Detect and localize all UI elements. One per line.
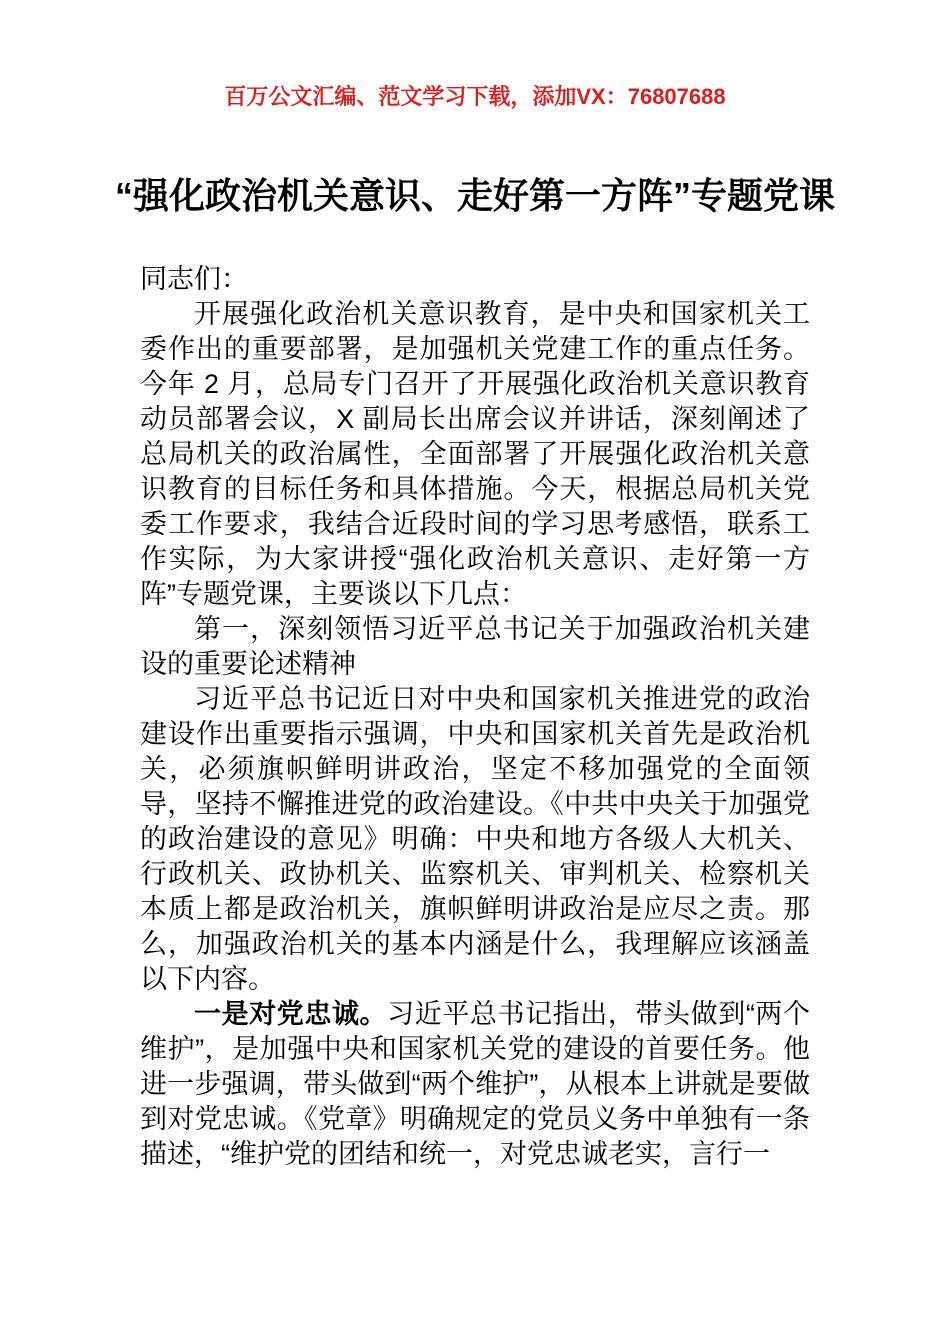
bold-text-run: 一是对党忠诚。 [194, 999, 388, 1029]
para-section-heading-1 [140, 612, 810, 682]
promo-header-text: 百万公文汇编、范文学习下载，添加VX：76807688 [224, 84, 726, 109]
text-run: 第一，深刻领悟习近平总书记关于加强政治机关建设的重要论述精神 [140, 614, 810, 679]
paragraph-container [140, 297, 810, 1172]
document-title: “强化政治机关意识、走好第一方阵”专题党课 [115, 175, 836, 216]
text-run: 习近平总书记指出，带头做到“两个维护”，是加强中央和国家机关党的建设的首要任务。他进一步强调，带头做到“两个维护”，从根本上讲就是要做到对党忠诚。《党章》明确规定的党员义务中单独有一条描述，“维护党的团结和统一，对党忠诚老实，言行一 [140, 999, 810, 1169]
para-point-1 [140, 997, 810, 1172]
document-body [140, 262, 810, 1172]
greeting-line: 同志们： [140, 264, 248, 294]
para-intro [140, 297, 810, 612]
para-section-body-1 [140, 682, 810, 997]
text-run: 开展强化政治机关意识教育，是中央和国家机关工委作出的重要部署，是加强机关党建工作的重点任务。今年 2 月，总局专门召开了开展强化政治机关意识教育动员部署会议，X 副局长出席会议并讲话，深刻阐述了总局机关的政治属性，全面部署了开展强化政治机关意识教育的目标任务和具体措施。今天，根据总局机关党委工作要求，我结合近段时间的学习思考感悟，联系工作实际，为大家讲授“强化政治机关意识、走好第一方阵”专题党课，主要谈以下几点： [140, 299, 810, 609]
text-run: 习近平总书记近日对中央和国家机关推进党的政治建设作出重要指示强调，中央和国家机关首先是政治机关，必须旗帜鲜明讲政治，坚定不移加强党的全面领导，坚持不懈推进党的政治建设。《中共中央关于加强党的政治建设的意见》明确：中央和地方各级人大机关、行政机关、政协机关、监察机关、审判机关、检察机关本质上都是政治机关，旗帜鲜明讲政治是应尽之责。那么，加强政治机关的基本内涵是什么，我理解应该涵盖以下内容。 [140, 684, 810, 994]
